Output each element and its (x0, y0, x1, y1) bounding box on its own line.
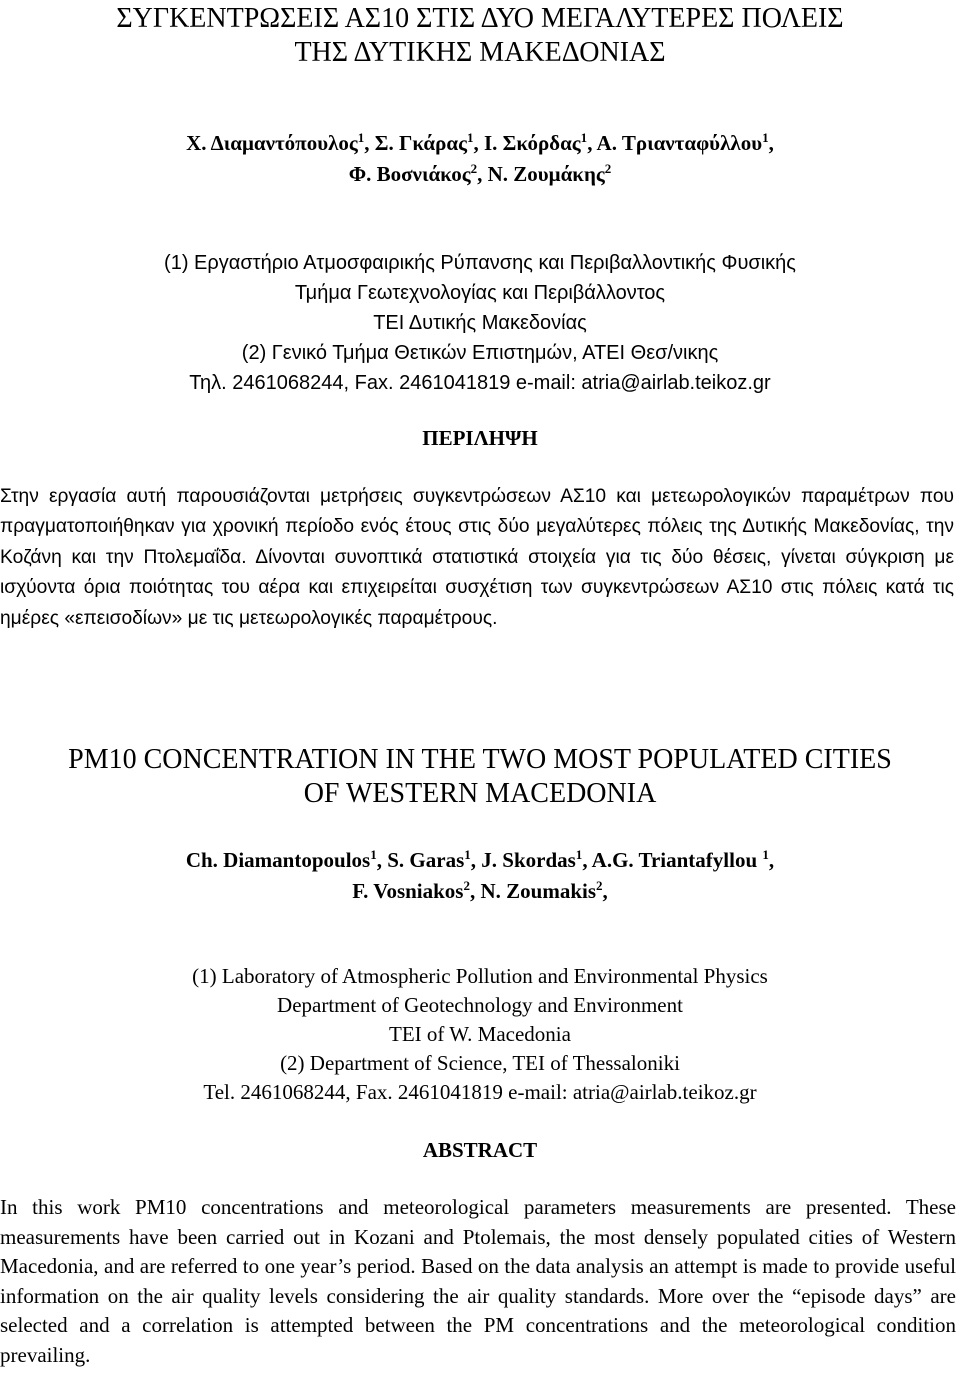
greek-title-line-1: ΣΥΓΚΕΝΤΡΩΣΕΙΣ ΑΣ10 ΣΤΙΣ ΔΥΟ ΜΕΓΑΛΥΤΕΡΕΣ ΠΟΛΕΙΣ (116, 3, 844, 34)
greek-title (0, 2, 960, 70)
english-title-line-2: OF WESTERN MACEDONIA (303, 778, 657, 809)
english-affiliation-line: (1) Laboratory of Atmospheric Pollution and Environmental Physics (192, 964, 768, 988)
greek-affiliation-line: ΤΕΙ Δυτικής Μακεδονίας (373, 312, 587, 334)
author-affiliation-mark: 1 (575, 847, 583, 862)
author-affiliation-mark: 1 (464, 847, 471, 862)
author-name: Φ. Βοσνιάκος (348, 162, 471, 186)
greek-affiliation-line: (2) Γενικό Τμήμα Θετικών Επιστημών, ΑΤΕΙ Θεσ/νικης (241, 342, 719, 364)
greek-title-line-2: ΤΗΣ ΔΥΤΙΚΗΣ ΜΑΚΕΔΟΝΙΑΣ (294, 37, 666, 68)
greek-authors-line-2 (0, 159, 960, 190)
author-name: Χ. Διαμαντόπουλος (186, 131, 358, 155)
greek-affiliation-line: (1) Εργαστήριο Ατμοσφαιρικής Ρύπανσης και Περιβαλλοντικής Φυσικής (164, 252, 796, 274)
author-separator: , (470, 848, 482, 872)
author-affiliation-mark: 1 (762, 847, 769, 862)
author-name: J. Skordas (481, 848, 576, 872)
author-name: Ch. Diamantopoulos (185, 848, 371, 872)
author-separator: , (768, 848, 775, 872)
author-name: Σ. Γκάρας (374, 131, 467, 155)
english-affiliations (0, 962, 960, 1107)
author-name: Ν. Ζουμάκης (487, 162, 605, 186)
english-contact-line: Tel. 2461068244, Fax. 2461041819 e-mail: atria@airlab.teikoz.gr (203, 1080, 757, 1104)
author-separator: , (477, 162, 488, 186)
author-separator: , (602, 879, 608, 903)
author-affiliation-mark: 2 (596, 878, 603, 893)
author-name: A.G. Triantafyllou (591, 848, 763, 872)
author-affiliation-mark: 1 (762, 130, 769, 145)
author-name: Α. Τριανταφύλλου (596, 131, 763, 155)
author-affiliation-mark: 1 (357, 130, 365, 145)
author-affiliation-mark: 2 (604, 161, 612, 176)
greek-abstract-text: Στην εργασία αυτή παρουσιάζονται μετρήσεις συγκεντρώσεων ΑΣ10 και μετεωρολογικών παραμέτρων που πραγματοποιήθηκαν για χρονική περίοδο ενός έτους στις δύο μεγαλύτερες πόλεις της Δυτικής Μακεδονίας, την Κοζάνη και την Πτολεμαΐδα. Δίνονται συνοπτικά στατιστικά στοιχεία για τις δύο θέσεις, γίνεται σύγκριση με ισχύοντα όρια ποιότητας του αέρα και επιχειρείται συσχέτιση των συγκεντρώσεων ΑΣ10 στις πόλεις κατά τις ημέρες «επεισοδίων» με τις μετεωρολογικές παραμέτρους. (0, 486, 954, 629)
english-authors-line-2 (0, 876, 960, 907)
english-authors (0, 845, 960, 907)
author-separator: , (582, 848, 592, 872)
english-title-line-1: PM10 CONCENTRATION IN THE TWO MOST POPULATED CITIES (68, 744, 892, 775)
author-affiliation-mark: 2 (463, 878, 470, 893)
english-abstract-heading: ABSTRACT (422, 1138, 538, 1162)
author-name: F. Vosniakos (352, 879, 464, 903)
greek-abstract-heading: ΠΕΡΙΛΗΨΗ (422, 426, 538, 450)
english-authors-line-1 (0, 845, 960, 876)
author-affiliation-mark: 1 (466, 130, 474, 145)
greek-authors (0, 128, 960, 190)
author-affiliation-mark: 1 (370, 847, 377, 862)
english-affiliation-line: (2) Department of Science, TEI of Thessaloniki (280, 1051, 680, 1075)
greek-authors-line-1 (0, 128, 960, 159)
author-separator: , (470, 879, 481, 903)
english-title (0, 743, 960, 811)
author-name: Ι. Σκόρδας (483, 131, 581, 155)
greek-affiliation-line: Τμήμα Γεωτεχνολογίας και Περιβάλλοντος (294, 282, 666, 304)
greek-affiliations (0, 248, 960, 398)
author-separator: , (473, 131, 484, 155)
author-name: N. Zoumakis (480, 879, 597, 903)
english-affiliation-line: TEI of W. Macedonia (389, 1022, 571, 1046)
author-separator: , (768, 131, 774, 155)
author-separator: , (587, 131, 597, 155)
author-affiliation-mark: 2 (470, 161, 478, 176)
greek-contact-line: Τηλ. 2461068244, Fax. 2461041819 e-mail: atria@airlab.teikoz.gr (189, 372, 771, 394)
author-affiliation-mark: 1 (580, 130, 588, 145)
english-affiliation-line: Department of Geotechnology and Environment (277, 993, 683, 1017)
english-abstract-text: In this work PM10 concentrations and meteorological parameters measurements are presented. These measurements have been carried out in Kozani and Ptolemais, the most densely populated cities of Western Macedonia, and are referred to one year’s period. Based on the data analysis an attempt is made to provide useful information on the air quality levels considering the air quality standards. More over the “episode days” are selected and a correlation is attempted between the PM concentrations and the meteorological condition prevailing. (0, 1195, 956, 1367)
author-separator: , (364, 131, 375, 155)
author-separator: , (376, 848, 388, 872)
author-name: S. Garas (387, 848, 465, 872)
